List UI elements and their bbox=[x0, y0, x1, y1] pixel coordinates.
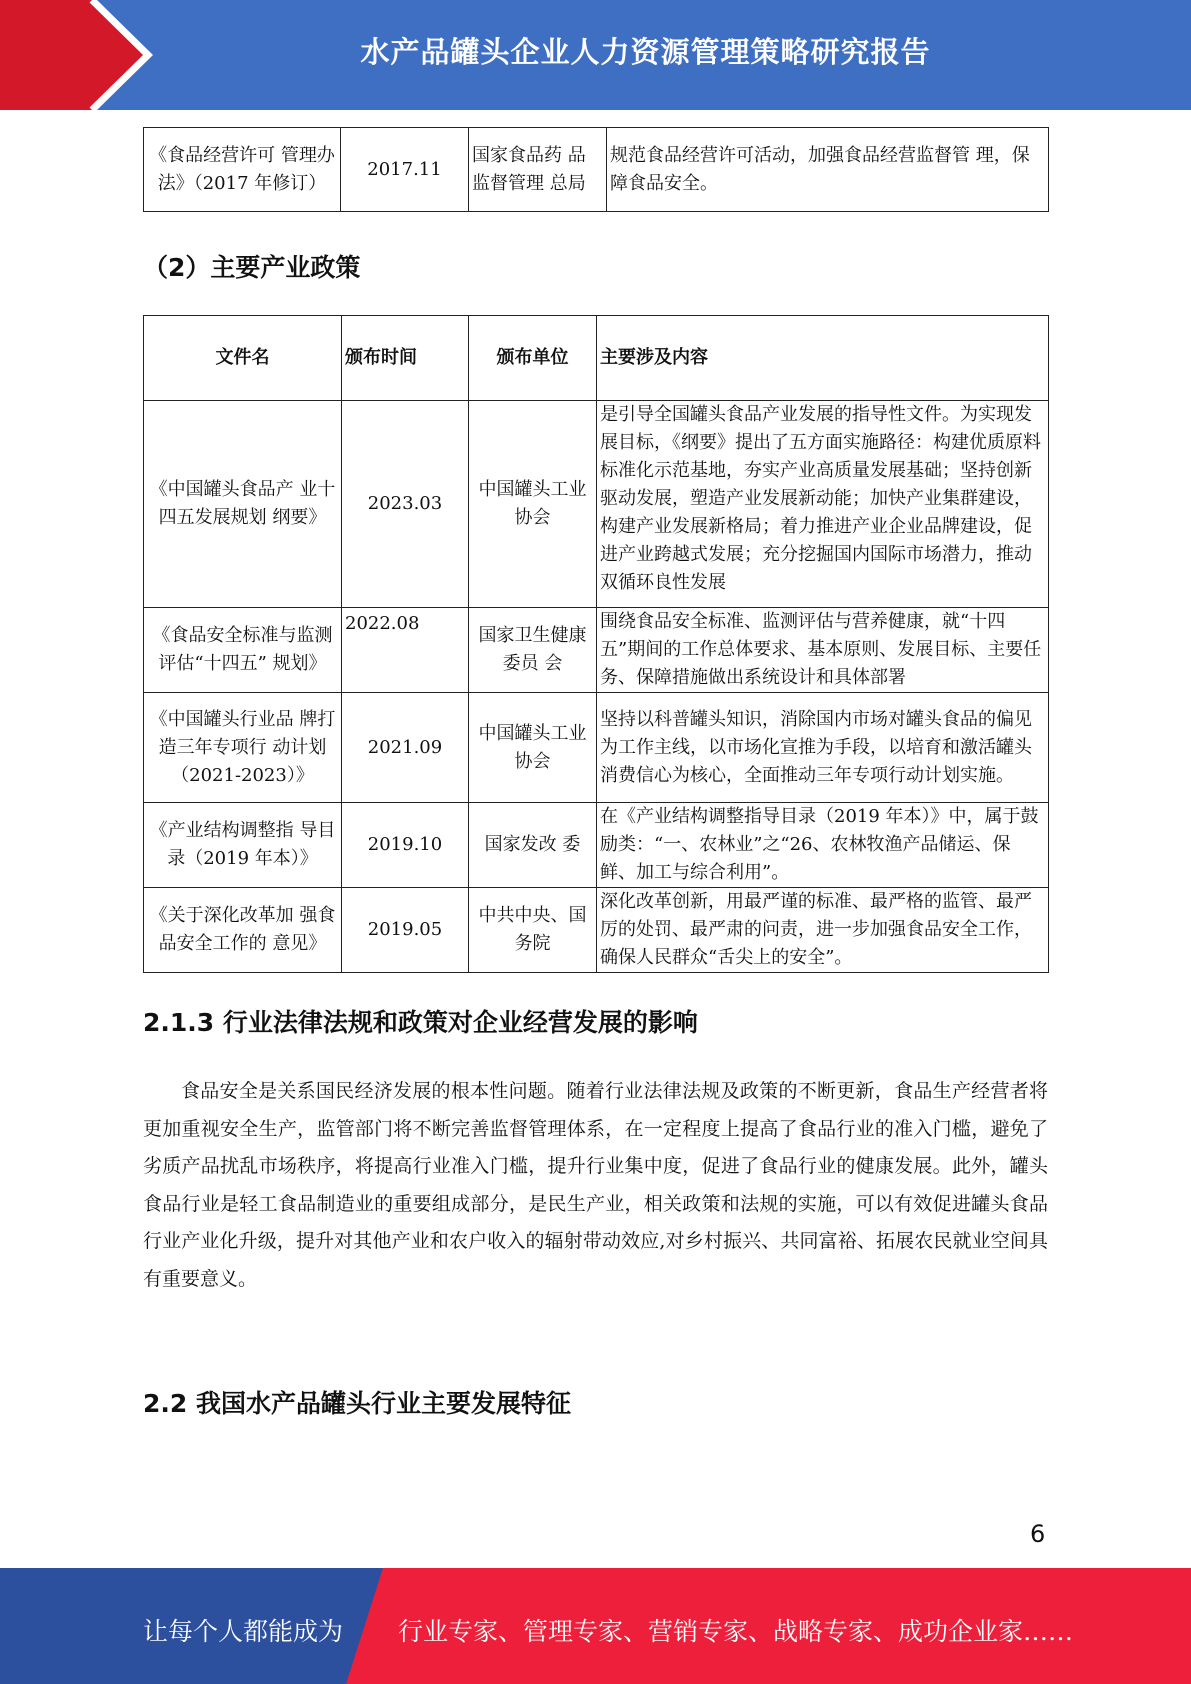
table-row bbox=[144, 803, 1049, 888]
table-cell-content: 规范食品经营许可活动，加强食品经营监督管 理，保障食品安全。 bbox=[607, 128, 1049, 212]
table-row bbox=[144, 401, 1049, 608]
footer-slogan-left: 让每个人都能成为 bbox=[143, 1617, 344, 1646]
table-cell-date: 2021.09 bbox=[342, 693, 469, 803]
report-title: 水产品罐头企业人力资源管理策略研究报告 bbox=[360, 35, 931, 69]
content-text: 是引导全国罐头食品产业发展的指导性文件。为实现发展目标，《纲要》提出了五方面实施路径：构建优质原料标准化示范基地，夯实产业高质量发展基础；坚持创新驱动发展，塑造产业发展新动能；加快产业集群建设，构建产业发展新格局；着力推进产业企业品牌建设，促进产业跨越式发展；充分挖掘国内国际市场潜力，推动双循环良性发展 bbox=[600, 404, 1041, 593]
table-cell-agency: 中共中央、国务院 bbox=[469, 888, 597, 973]
table-cell-content: 坚持以科普罐头知识，消除国内市场对罐头食品的偏见为工作主线，以市场化宣推为手段，以培育和激活罐头消费信心为核心，全面推动三年专项行动计划实施。 bbox=[597, 693, 1049, 803]
table-cell-date: 2022.08 bbox=[342, 608, 469, 693]
page-number: 6 bbox=[1030, 1520, 1046, 1548]
table-cell-content bbox=[597, 608, 1049, 693]
table-cell-agency: 国家食品药 品监督管理 总局 bbox=[469, 128, 607, 212]
table-cell-agency: 中国罐头工业协会 bbox=[469, 693, 597, 803]
table-cell-name: 《关于深化改革加 强食品安全工作的 意见》 bbox=[144, 888, 342, 973]
table-cell-date: 2019.05 bbox=[342, 888, 469, 973]
industry-policy-table bbox=[143, 315, 1049, 973]
regulation-table-continued bbox=[143, 127, 1049, 212]
page-header bbox=[0, 0, 1191, 110]
section-heading-policy: （2）主要产业政策 bbox=[143, 253, 361, 282]
table-row bbox=[144, 128, 1049, 212]
table-cell-name: 《中国罐头食品产 业十四五发展规划 纲要》 bbox=[144, 401, 342, 608]
table-row bbox=[144, 608, 1049, 693]
column-header-content: 主要涉及内容 bbox=[597, 316, 1049, 401]
table-cell-agency: 国家发改 委 bbox=[469, 803, 597, 888]
table-cell-date: 2017.11 bbox=[341, 128, 469, 212]
table-cell-agency: 中国罐头工业协会 bbox=[469, 401, 597, 608]
section-heading-2-2: 2.2 我国水产品罐头行业主要发展特征 bbox=[143, 1389, 571, 1418]
table-cell-name: 《中国罐头行业品 牌打造三年专项行 动计划（2021-2023）》 bbox=[144, 693, 342, 803]
table-row bbox=[144, 693, 1049, 803]
content-text: 围绕食品安全标准、监测评估与营养健康，就“十四五”期间的工作总体要求、基本原则、发展目标、主要任务、保障措施做出系统设计和具体部署 bbox=[600, 611, 1042, 688]
column-header-name: 文件名 bbox=[144, 316, 342, 401]
table-cell-name: 《产业结构调整指 导目录（2019 年本）》 bbox=[144, 803, 342, 888]
section-heading-2-1-3: 2.1.3 行业法律法规和政策对企业经营发展的影响 bbox=[143, 1008, 698, 1037]
table-cell-content: 在《产业结构调整指导目录（2019 年本）》中，属于鼓励类：“一、农林业”之“26、农林牧渔产品储运、保鲜、加工与综合利用”。 bbox=[597, 803, 1049, 888]
table-cell-name: 《食品安全标准与监测评估“十四五” 规划》 bbox=[144, 608, 342, 693]
footer-slogan-right: 行业专家、管理专家、营销专家、战略专家、成功企业家…… bbox=[398, 1617, 1074, 1646]
column-header-date: 颁布时间 bbox=[342, 316, 469, 401]
table-cell-date: 2019.10 bbox=[342, 803, 469, 888]
table-row bbox=[144, 888, 1049, 973]
body-paragraph: 食品安全是关系国民经济发展的根本性问题。随着行业法律法规及政策的不断更新，食品生产经营者将更加重视安全生产，监管部门将不断完善监督管理体系，在一定程度上提高了食品行业的准入门槛，避免了劣质产品扰乱市场秩序，将提高行业准入门槛，提升行业集中度，促进了食品行业的健康发展。此外，罐头食品行业是轻工食品制造业的重要组成部分，是民生产业，相关政策和法规的实施，可以有效促进罐头食品行业产业化升级，提升对其他产业和农户收入的辐射带动效应,对乡村振兴、共同富裕、拓展农民就业空间具有重要意义。 bbox=[143, 1080, 1048, 1290]
table-cell-agency: 国家卫生健康委员 会 bbox=[469, 608, 597, 693]
column-header-agency: 颁布单位 bbox=[469, 316, 597, 401]
table-header-row bbox=[144, 316, 1049, 401]
table-cell-content: 深化改革创新，用最严谨的标准、最严格的监管、最严厉的处罚、最严肃的问责，进一步加强食品安全工作，确保人民群众“舌尖上的安全”。 bbox=[597, 888, 1049, 973]
table-cell-name: 《食品经营许可 管理办法》（2017 年修订） bbox=[144, 128, 341, 212]
table-cell-date: 2023.03 bbox=[342, 401, 469, 608]
table-cell-content bbox=[597, 401, 1049, 608]
